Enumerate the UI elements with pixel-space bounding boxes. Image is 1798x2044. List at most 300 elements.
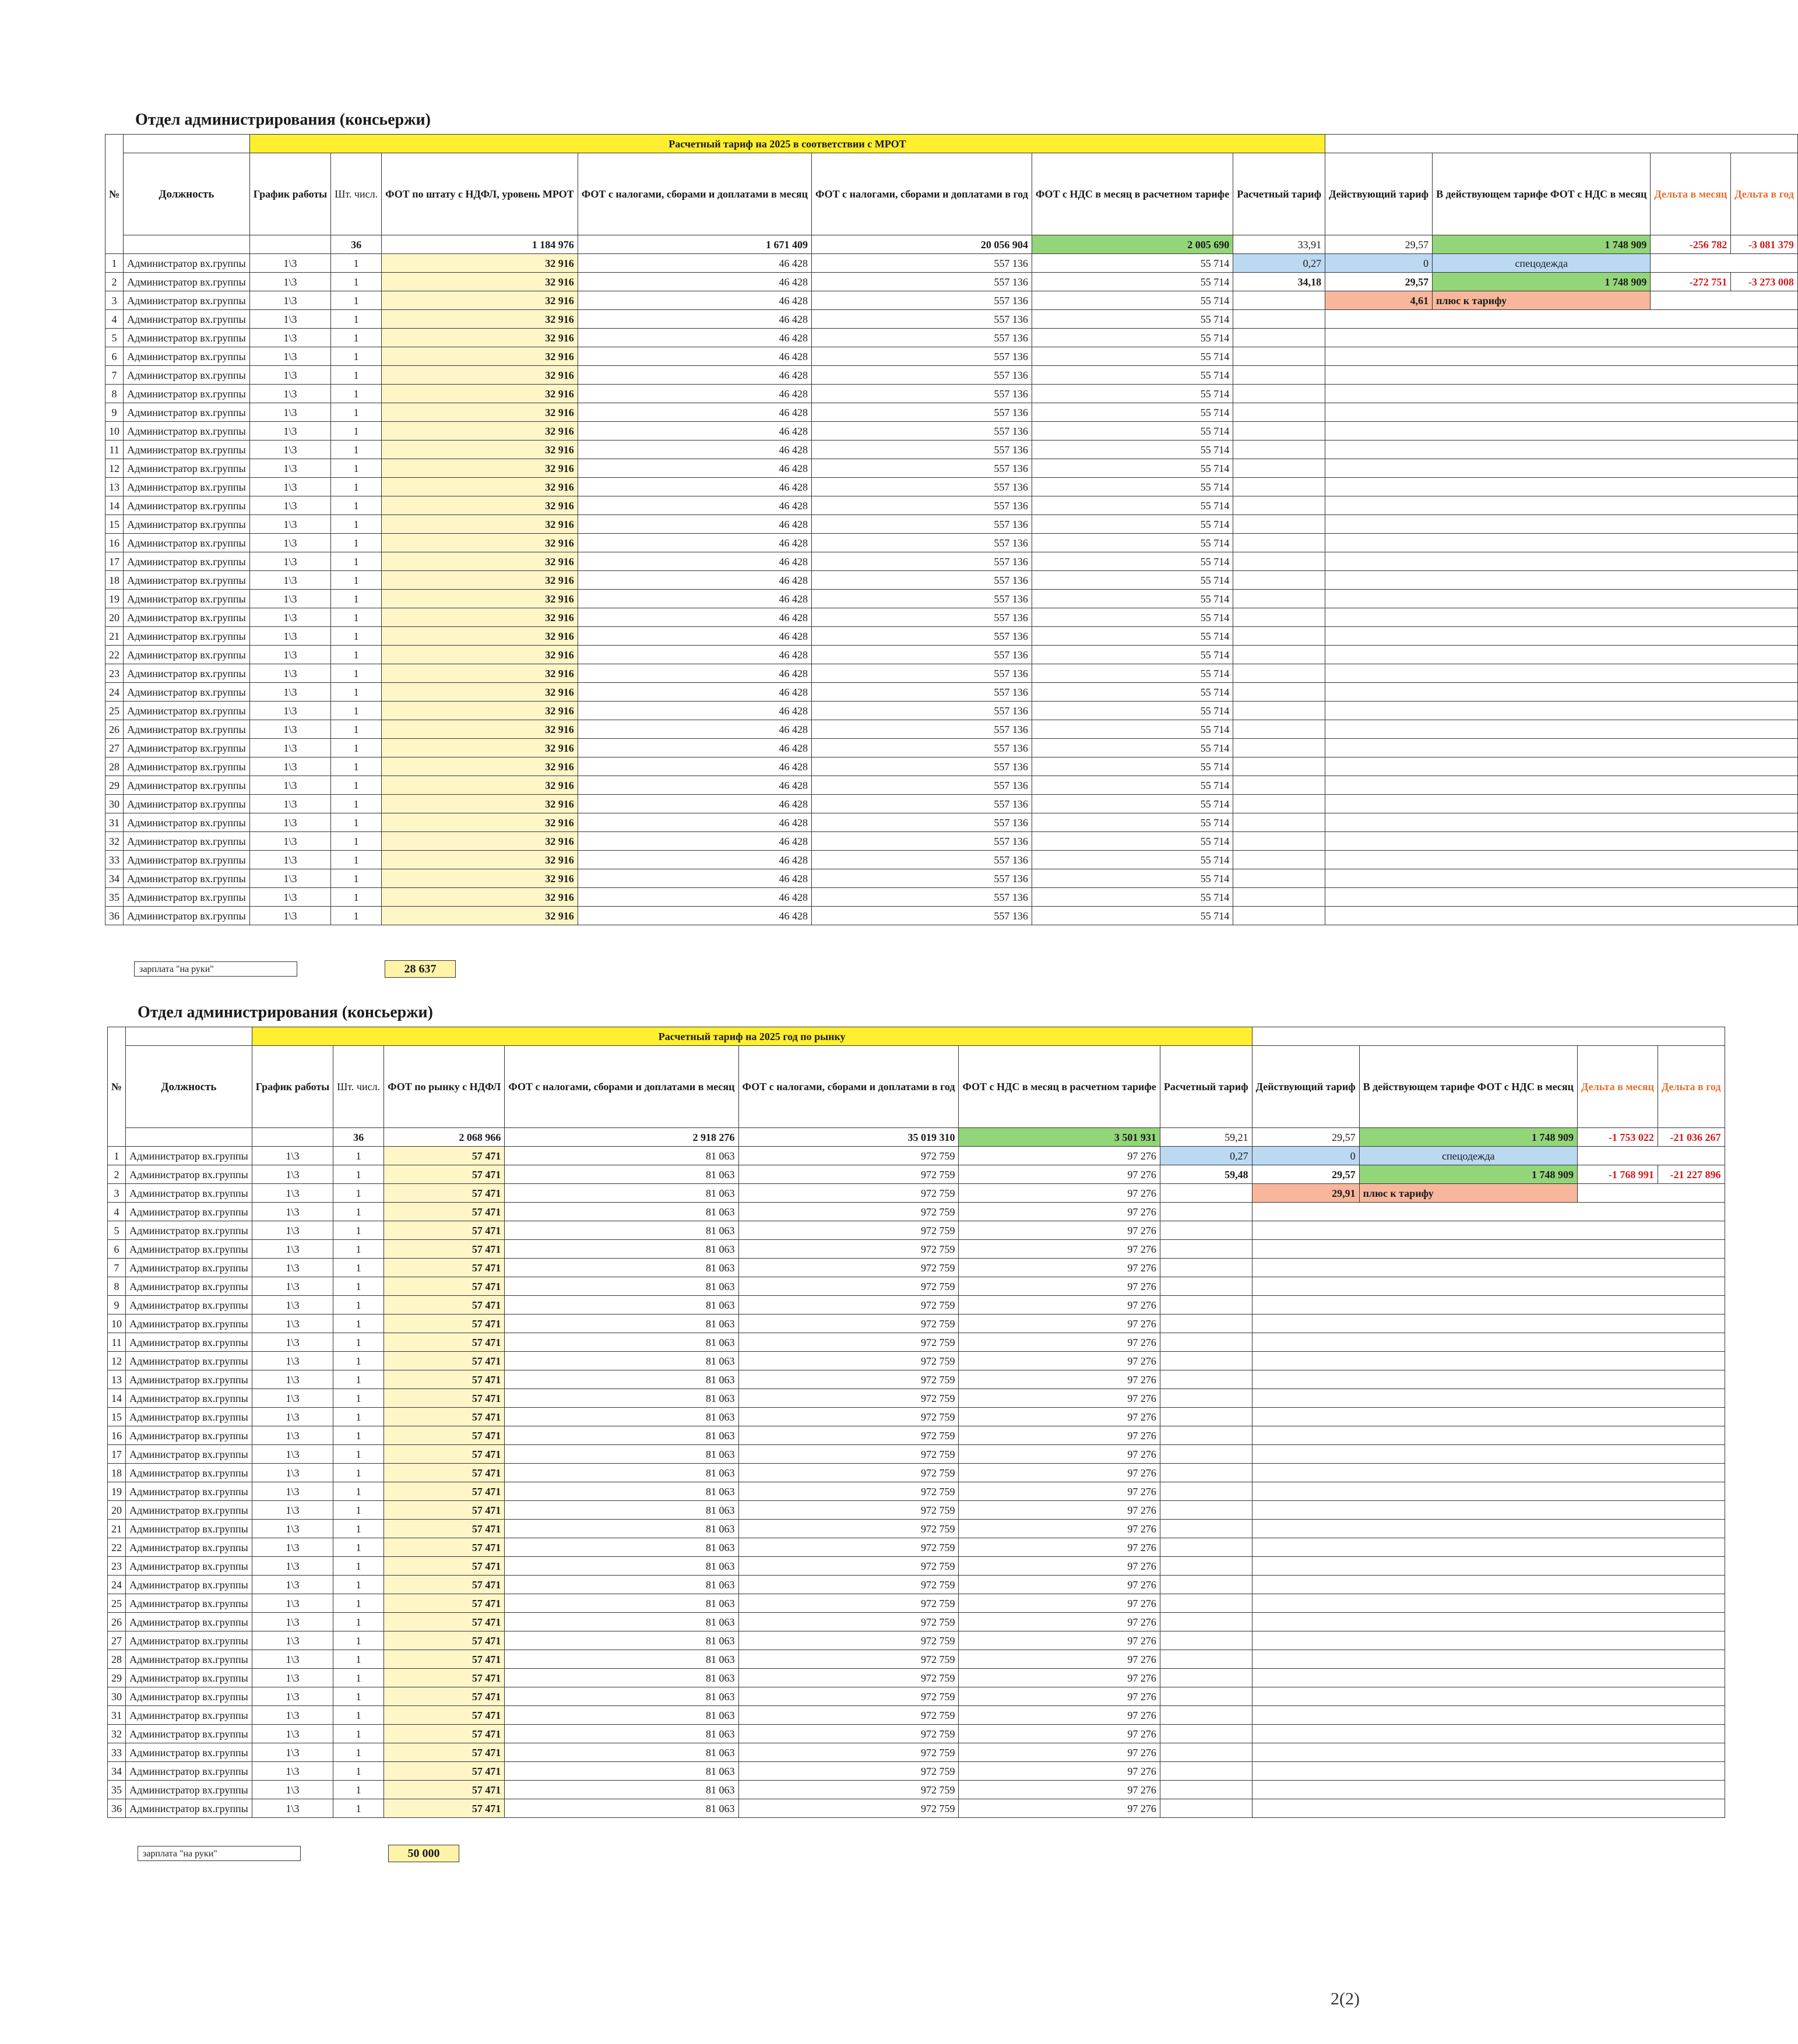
row-fot3: 557 136 <box>811 907 1032 925</box>
table-cell <box>1233 683 1325 702</box>
row-schedule: 1\3 <box>252 1725 333 1743</box>
section-1-table <box>105 134 1798 925</box>
table-cell <box>1233 646 1325 664</box>
row-number: 26 <box>105 720 124 739</box>
row-fot3: 972 759 <box>738 1650 959 1669</box>
row-fot1: 32 916 <box>382 366 578 385</box>
row-schedule: 1\3 <box>252 1333 333 1352</box>
row-fot2: 46 428 <box>578 366 811 385</box>
row-position: Администратор вх.группы <box>126 1743 252 1762</box>
row-fot1: 32 916 <box>382 329 578 347</box>
totals-fot3: 35 019 310 <box>738 1128 959 1147</box>
spacer <box>1578 1184 1725 1203</box>
table-cell <box>1160 1389 1252 1408</box>
row-fot2: 81 063 <box>505 1557 738 1576</box>
table-cell <box>1160 1799 1252 1818</box>
row-number: 18 <box>108 1464 126 1482</box>
spacer <box>1325 608 1798 627</box>
row-schedule: 1\3 <box>252 1520 333 1538</box>
row-number: 24 <box>108 1576 126 1594</box>
table-row <box>108 1203 1725 1221</box>
row-schedule: 1\3 <box>252 1203 333 1221</box>
row-staff: 1 <box>331 329 382 347</box>
row-fot1: 32 916 <box>382 385 578 403</box>
row-schedule: 1\3 <box>252 1706 333 1725</box>
row-fot2: 46 428 <box>578 273 811 291</box>
side-r1-calc: 0,27 <box>1233 254 1325 273</box>
row-fot1: 57 471 <box>384 1799 505 1818</box>
row-staff: 1 <box>333 1743 384 1762</box>
row-fot4: 55 714 <box>1032 776 1233 795</box>
table-cell <box>1160 1743 1252 1762</box>
row-fot3: 972 759 <box>738 1314 959 1333</box>
spacer <box>1325 590 1798 608</box>
row-schedule: 1\3 <box>252 1799 333 1818</box>
row-schedule: 1\3 <box>249 627 330 646</box>
row-fot3: 557 136 <box>811 757 1032 776</box>
side-r2-delta-year: -3 273 008 <box>1731 273 1798 291</box>
row-fot4: 55 714 <box>1032 795 1233 813</box>
row-fot3: 972 759 <box>738 1725 959 1743</box>
row-fot3: 557 136 <box>811 739 1032 757</box>
spacer <box>1252 1669 1725 1687</box>
table-cell <box>1233 776 1325 795</box>
row-fot4: 97 276 <box>959 1296 1160 1314</box>
row-fot2: 81 063 <box>505 1203 738 1221</box>
totals-empty <box>124 235 250 254</box>
table-row <box>108 1165 1725 1184</box>
table-row <box>105 608 1798 627</box>
header-banner: Расчетный тариф на 2025 в соответствии с МРОТ <box>249 135 1325 153</box>
spacer <box>1252 1203 1725 1221</box>
row-fot3: 557 136 <box>811 571 1032 590</box>
row-staff: 1 <box>331 702 382 720</box>
row-position: Администратор вх.группы <box>124 795 250 813</box>
table-cell <box>1160 1464 1252 1482</box>
row-number: 12 <box>105 459 124 478</box>
row-position: Администратор вх.группы <box>126 1277 252 1296</box>
row-schedule: 1\3 <box>249 720 330 739</box>
spacer <box>1325 552 1798 571</box>
row-position: Администратор вх.группы <box>126 1725 252 1743</box>
table-row <box>105 552 1798 571</box>
row-position: Администратор вх.группы <box>126 1240 252 1259</box>
row-fot1: 57 471 <box>384 1576 505 1594</box>
table-cell <box>1233 720 1325 739</box>
row-fot2: 81 063 <box>505 1762 738 1781</box>
row-fot3: 972 759 <box>738 1147 959 1165</box>
row-fot4: 55 714 <box>1032 496 1233 515</box>
row-fot4: 97 276 <box>959 1762 1160 1781</box>
table-row <box>105 590 1798 608</box>
row-number: 27 <box>105 739 124 757</box>
spacer <box>1252 1576 1725 1594</box>
row-fot3: 972 759 <box>738 1576 959 1594</box>
row-staff: 1 <box>333 1631 384 1650</box>
table-cell <box>1160 1426 1252 1445</box>
row-staff: 1 <box>331 627 382 646</box>
row-fot4: 97 276 <box>959 1687 1160 1706</box>
table-cell <box>1160 1203 1252 1221</box>
row-fot4: 97 276 <box>959 1576 1160 1594</box>
row-staff: 1 <box>333 1389 384 1408</box>
row-position: Администратор вх.группы <box>126 1501 252 1520</box>
table-row <box>105 907 1798 925</box>
row-fot4: 97 276 <box>959 1799 1160 1818</box>
row-fot2: 46 428 <box>578 646 811 664</box>
row-position: Администратор вх.группы <box>126 1464 252 1482</box>
table-cell <box>1160 1314 1252 1333</box>
row-fot1: 32 916 <box>382 757 578 776</box>
table-cell <box>1160 1706 1252 1725</box>
row-fot1: 57 471 <box>384 1650 505 1669</box>
row-fot4: 97 276 <box>959 1650 1160 1669</box>
row-number: 33 <box>108 1743 126 1762</box>
row-staff: 1 <box>331 385 382 403</box>
row-fot3: 972 759 <box>738 1482 959 1501</box>
row-fot3: 972 759 <box>738 1501 959 1520</box>
row-fot2: 46 428 <box>578 851 811 869</box>
spacer <box>1252 1464 1725 1482</box>
table-cell <box>1160 1277 1252 1296</box>
table-row <box>105 422 1798 440</box>
table-cell <box>1233 366 1325 385</box>
totals-empty <box>249 235 330 254</box>
row-fot4: 97 276 <box>959 1557 1160 1576</box>
row-schedule: 1\3 <box>249 534 330 552</box>
row-schedule: 1\3 <box>249 515 330 534</box>
row-staff: 1 <box>333 1445 384 1464</box>
totals-staff: 36 <box>331 235 382 254</box>
row-fot2: 46 428 <box>578 515 811 534</box>
row-fot2: 81 063 <box>505 1445 738 1464</box>
row-schedule: 1\3 <box>249 795 330 813</box>
row-schedule: 1\3 <box>249 496 330 515</box>
spacer <box>1325 907 1798 925</box>
row-fot2: 81 063 <box>505 1240 738 1259</box>
row-fot1: 57 471 <box>384 1669 505 1687</box>
row-number: 1 <box>105 254 124 273</box>
header-delta-year: Дельта в год <box>1731 153 1798 235</box>
header-fot-current: В действующем тарифе ФОТ с НДС в месяц <box>1359 1046 1577 1128</box>
header-fot-current: В действующем тарифе ФОТ с НДС в месяц <box>1433 153 1651 235</box>
row-position: Администратор вх.группы <box>126 1781 252 1799</box>
row-position: Администратор вх.группы <box>126 1296 252 1314</box>
row-staff: 1 <box>333 1203 384 1221</box>
table-cell <box>1233 907 1325 925</box>
row-fot2: 46 428 <box>578 869 811 888</box>
row-fot4: 97 276 <box>959 1631 1160 1650</box>
row-position: Администратор вх.группы <box>124 459 250 478</box>
spacer <box>1325 702 1798 720</box>
table-row <box>108 1445 1725 1464</box>
spacer <box>1252 1725 1725 1743</box>
table-cell <box>1233 739 1325 757</box>
row-schedule: 1\3 <box>249 646 330 664</box>
table-row <box>108 1501 1725 1520</box>
row-fot2: 46 428 <box>578 776 811 795</box>
header-calc-tariff: Расчетный тариф <box>1233 153 1325 235</box>
spacer <box>1252 1557 1725 1576</box>
row-number: 23 <box>105 664 124 683</box>
row-fot2: 46 428 <box>578 310 811 329</box>
table-row <box>108 1408 1725 1426</box>
totals-calc-tariff: 33,91 <box>1233 235 1325 254</box>
table-row <box>108 1576 1725 1594</box>
table-row <box>108 1184 1725 1203</box>
row-staff: 1 <box>333 1669 384 1687</box>
row-staff: 1 <box>333 1538 384 1557</box>
side-r1-calc: 0,27 <box>1160 1147 1252 1165</box>
row-fot3: 557 136 <box>811 329 1032 347</box>
totals-delta-month: -256 782 <box>1651 235 1731 254</box>
row-fot2: 81 063 <box>505 1482 738 1501</box>
row-fot4: 55 714 <box>1032 646 1233 664</box>
row-fot2: 46 428 <box>578 757 811 776</box>
row-number: 19 <box>108 1482 126 1501</box>
table-row <box>105 720 1798 739</box>
table-cell <box>1233 534 1325 552</box>
row-fot1: 57 471 <box>384 1370 505 1389</box>
spacer <box>1252 1259 1725 1277</box>
row-schedule: 1\3 <box>252 1594 333 1613</box>
row-staff: 1 <box>331 571 382 590</box>
row-staff: 1 <box>333 1408 384 1426</box>
row-number: 22 <box>108 1538 126 1557</box>
row-schedule: 1\3 <box>252 1482 333 1501</box>
row-fot2: 81 063 <box>505 1743 738 1762</box>
row-schedule: 1\3 <box>249 329 330 347</box>
row-fot2: 81 063 <box>505 1687 738 1706</box>
row-fot3: 557 136 <box>811 813 1032 832</box>
row-fot4: 55 714 <box>1032 608 1233 627</box>
row-fot1: 57 471 <box>384 1165 505 1184</box>
row-staff: 1 <box>333 1147 384 1165</box>
row-position: Администратор вх.группы <box>126 1221 252 1240</box>
row-fot4: 97 276 <box>959 1445 1160 1464</box>
row-number: 18 <box>105 571 124 590</box>
row-fot2: 81 063 <box>505 1669 738 1687</box>
row-fot1: 57 471 <box>384 1687 505 1706</box>
table-cell <box>1233 403 1325 422</box>
table-cell <box>1160 1650 1252 1669</box>
totals-current-tariff: 29,57 <box>1325 235 1433 254</box>
row-position: Администратор вх.группы <box>126 1613 252 1631</box>
spacer <box>1252 1538 1725 1557</box>
row-fot3: 972 759 <box>738 1687 959 1706</box>
row-number: 32 <box>105 832 124 851</box>
row-number: 12 <box>108 1352 126 1370</box>
row-schedule: 1\3 <box>252 1687 333 1706</box>
row-schedule: 1\3 <box>249 552 330 571</box>
totals-fot2: 2 918 276 <box>505 1128 738 1147</box>
row-fot1: 57 471 <box>384 1426 505 1445</box>
table-cell <box>1233 422 1325 440</box>
table-row <box>105 757 1798 776</box>
spacer <box>1651 291 1798 310</box>
section-2-salary <box>138 1845 459 1862</box>
row-number: 2 <box>108 1165 126 1184</box>
row-position: Администратор вх.группы <box>126 1576 252 1594</box>
row-fot2: 46 428 <box>578 422 811 440</box>
row-fot2: 81 063 <box>505 1221 738 1240</box>
spacer <box>1325 776 1798 795</box>
row-position: Администратор вх.группы <box>124 422 250 440</box>
row-fot1: 32 916 <box>382 739 578 757</box>
row-number: 36 <box>108 1799 126 1818</box>
table-cell <box>1233 515 1325 534</box>
row-fot4: 97 276 <box>959 1538 1160 1557</box>
table-row <box>108 1743 1725 1762</box>
totals-fot-current: 1 748 909 <box>1359 1128 1577 1147</box>
table-row <box>105 702 1798 720</box>
row-staff: 1 <box>333 1781 384 1799</box>
row-position: Администратор вх.группы <box>124 310 250 329</box>
row-fot4: 97 276 <box>959 1352 1160 1370</box>
row-position: Администратор вх.группы <box>124 552 250 571</box>
row-fot2: 81 063 <box>505 1650 738 1669</box>
totals-delta-year: -21 036 267 <box>1658 1128 1725 1147</box>
row-number: 30 <box>105 795 124 813</box>
row-fot1: 57 471 <box>384 1538 505 1557</box>
row-fot1: 57 471 <box>384 1482 505 1501</box>
row-position: Администратор вх.группы <box>124 254 250 273</box>
row-number: 13 <box>105 478 124 496</box>
row-fot3: 972 759 <box>738 1259 959 1277</box>
row-number: 31 <box>105 813 124 832</box>
row-schedule: 1\3 <box>252 1501 333 1520</box>
row-fot3: 557 136 <box>811 478 1032 496</box>
row-fot3: 972 759 <box>738 1408 959 1426</box>
spacer <box>1325 515 1798 534</box>
side-r3-value: 4,61 <box>1325 291 1433 310</box>
row-position: Администратор вх.группы <box>124 534 250 552</box>
table-cell <box>1160 1613 1252 1631</box>
row-schedule: 1\3 <box>249 422 330 440</box>
row-fot3: 972 759 <box>738 1799 959 1818</box>
row-fot1: 57 471 <box>384 1352 505 1370</box>
row-fot2: 46 428 <box>578 254 811 273</box>
row-fot3: 972 759 <box>738 1165 959 1184</box>
row-fot3: 557 136 <box>811 310 1032 329</box>
spacer <box>1252 1631 1725 1650</box>
row-staff: 1 <box>333 1184 384 1203</box>
row-fot2: 46 428 <box>578 590 811 608</box>
row-fot1: 32 916 <box>382 534 578 552</box>
spacer <box>1325 832 1798 851</box>
row-fot1: 32 916 <box>382 851 578 869</box>
row-staff: 1 <box>331 869 382 888</box>
row-schedule: 1\3 <box>249 907 330 925</box>
row-number: 31 <box>108 1706 126 1725</box>
table-cell <box>1233 608 1325 627</box>
row-fot1: 57 471 <box>384 1781 505 1799</box>
table-cell <box>1233 478 1325 496</box>
row-staff: 1 <box>331 534 382 552</box>
header-calc-tariff: Расчетный тариф <box>1160 1046 1252 1128</box>
table-row <box>108 1352 1725 1370</box>
table-cell <box>1160 1781 1252 1799</box>
row-position: Администратор вх.группы <box>126 1147 252 1165</box>
spacer <box>1252 1650 1725 1669</box>
row-number: 3 <box>105 291 124 310</box>
row-fot4: 55 714 <box>1032 702 1233 720</box>
table-row <box>108 1240 1725 1259</box>
row-fot1: 32 916 <box>382 515 578 534</box>
row-position: Администратор вх.группы <box>126 1184 252 1203</box>
row-position: Администратор вх.группы <box>126 1352 252 1370</box>
header-staff: Шт. числ. <box>333 1046 384 1128</box>
header-staff: Шт. числ. <box>331 153 382 235</box>
row-position: Администратор вх.группы <box>124 683 250 702</box>
spacer <box>1325 869 1798 888</box>
row-fot1: 32 916 <box>382 440 578 459</box>
row-fot1: 32 916 <box>382 776 578 795</box>
header-fot3: ФОТ с налогами, сборами и доплатами в год <box>738 1046 959 1128</box>
row-number: 21 <box>105 627 124 646</box>
row-number: 3 <box>108 1184 126 1203</box>
totals-fot1: 1 184 976 <box>382 235 578 254</box>
row-fot2: 46 428 <box>578 347 811 366</box>
row-staff: 1 <box>331 291 382 310</box>
row-number: 20 <box>105 608 124 627</box>
row-fot4: 97 276 <box>959 1147 1160 1165</box>
row-schedule: 1\3 <box>249 254 330 273</box>
row-fot4: 55 714 <box>1032 478 1233 496</box>
row-fot2: 46 428 <box>578 795 811 813</box>
row-fot2: 81 063 <box>505 1725 738 1743</box>
row-fot3: 972 759 <box>738 1445 959 1464</box>
row-schedule: 1\3 <box>249 571 330 590</box>
row-position: Администратор вх.группы <box>124 907 250 925</box>
spacer <box>1252 1370 1725 1389</box>
side-r2-fot: 1 748 909 <box>1359 1165 1577 1184</box>
totals-fot4: 3 501 931 <box>959 1128 1160 1147</box>
spacer <box>1252 1781 1725 1799</box>
row-staff: 1 <box>331 757 382 776</box>
side-r3-label: плюс к тарифу <box>1359 1184 1577 1203</box>
row-schedule: 1\3 <box>252 1557 333 1576</box>
row-fot4: 55 714 <box>1032 515 1233 534</box>
row-schedule: 1\3 <box>249 869 330 888</box>
row-fot2: 81 063 <box>505 1296 738 1314</box>
spacer <box>1325 459 1798 478</box>
row-schedule: 1\3 <box>252 1277 333 1296</box>
spacer <box>1325 135 1798 153</box>
row-schedule: 1\3 <box>252 1352 333 1370</box>
row-fot3: 557 136 <box>811 702 1032 720</box>
row-number: 35 <box>105 888 124 907</box>
row-fot2: 81 063 <box>505 1426 738 1445</box>
table-row <box>105 515 1798 534</box>
row-fot3: 557 136 <box>811 888 1032 907</box>
table-row <box>105 646 1798 664</box>
header-num: № <box>108 1027 126 1147</box>
table-cell <box>1233 664 1325 683</box>
row-schedule: 1\3 <box>252 1576 333 1594</box>
spacer <box>1252 1333 1725 1352</box>
row-fot2: 81 063 <box>505 1165 738 1184</box>
row-position: Администратор вх.группы <box>126 1426 252 1445</box>
row-position: Администратор вх.группы <box>126 1482 252 1501</box>
row-fot1: 57 471 <box>384 1613 505 1631</box>
row-fot4: 55 714 <box>1032 590 1233 608</box>
spacer <box>1252 1314 1725 1333</box>
row-staff: 1 <box>331 440 382 459</box>
row-fot2: 46 428 <box>578 478 811 496</box>
row-fot3: 557 136 <box>811 254 1032 273</box>
table-cell <box>1160 1184 1252 1203</box>
